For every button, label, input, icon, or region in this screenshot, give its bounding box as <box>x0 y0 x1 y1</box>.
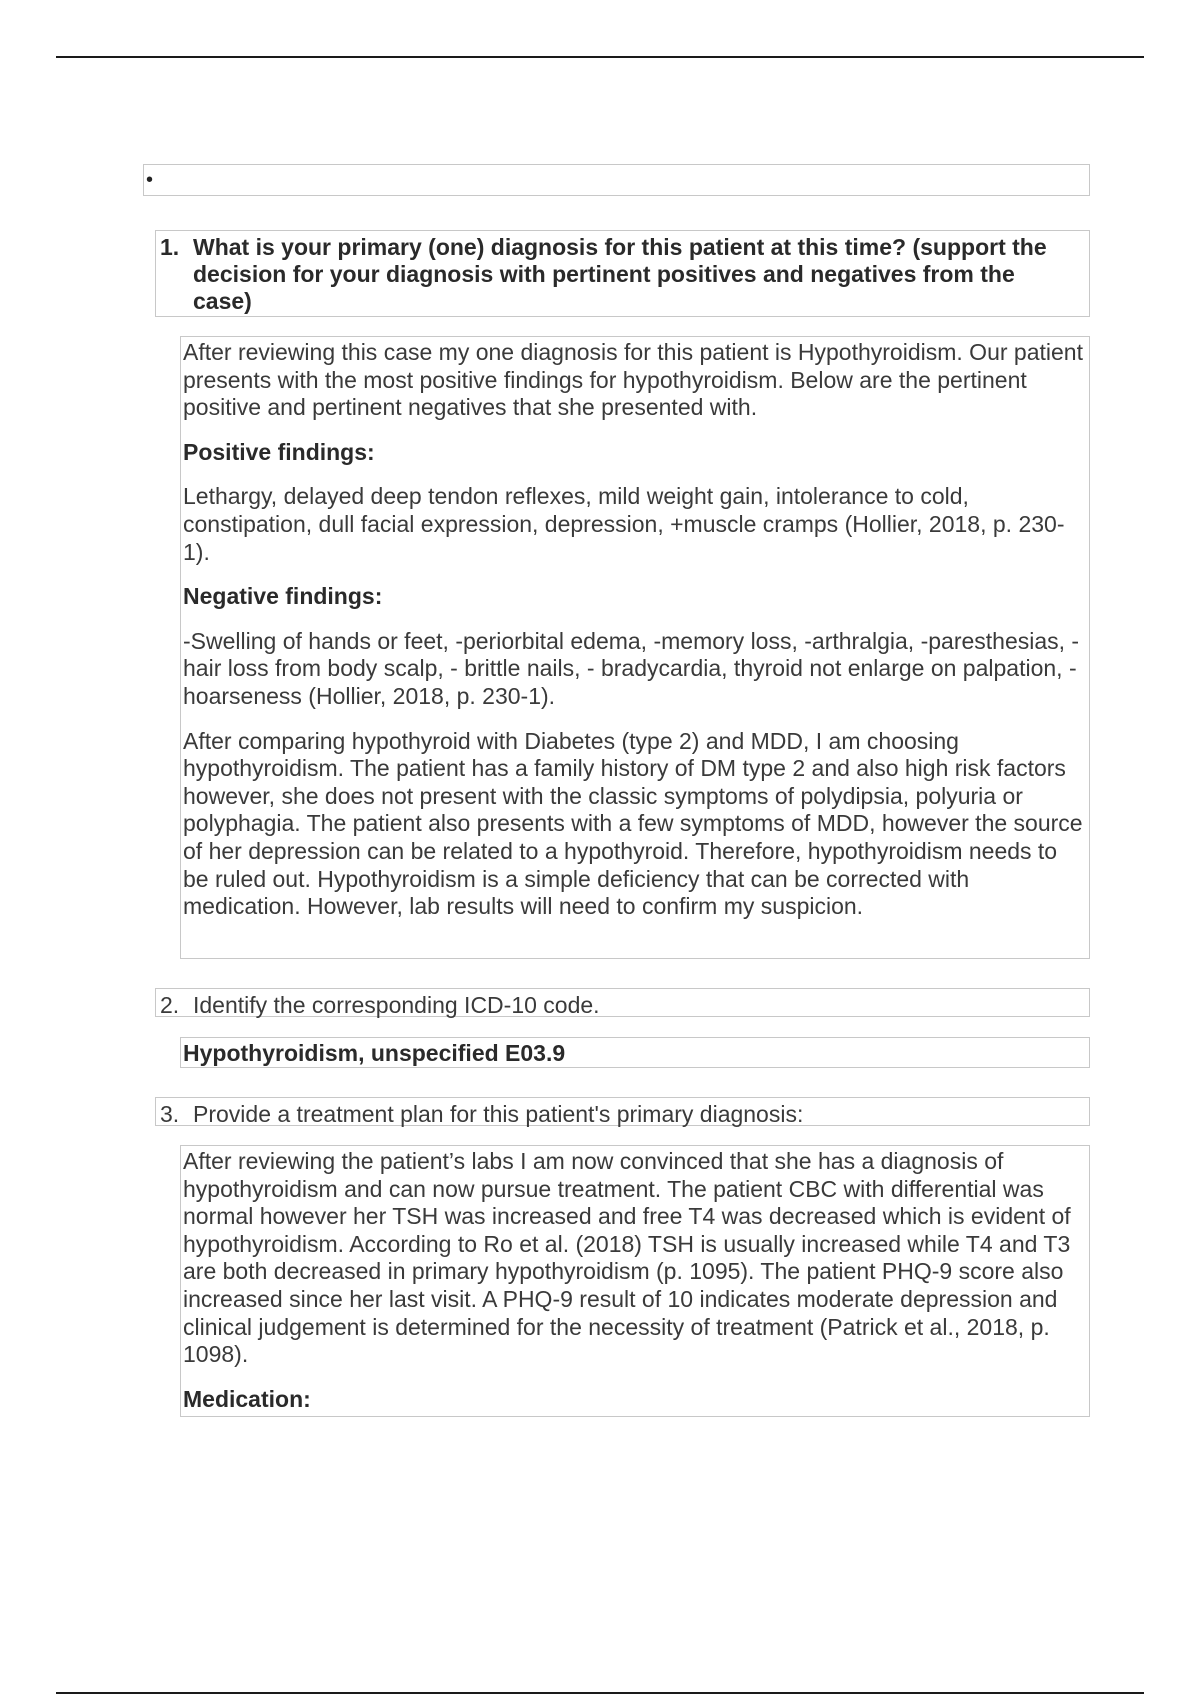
bullet-item-box <box>143 164 1090 196</box>
question-3-text: Provide a treatment plan for this patient's primary diagnosis: <box>193 1101 804 1127</box>
question-2-number: 2. <box>160 992 180 1018</box>
answer-1-intro: After reviewing this case my one diagnosis for this patient is Hypothyroidism. Our patient presents with the most positive findings for hypothyroidism. Below are the pertinent positive and pertinent negatives that she presented with. <box>183 339 1083 421</box>
question-1-text: What is your primary (one) diagnosis for this patient at this time? (support the decision for your diagnosis with pertinent positives and negatives from the case) <box>193 234 1047 314</box>
positive-findings-text: Lethargy, delayed deep tendon reflexes, mild weight gain, intolerance to cold, constipation, dull facial expression, depression, +muscle cramps (Hollier, 2018, p. 230-1). <box>183 483 1065 565</box>
question-1 <box>155 230 1090 317</box>
question-3-number: 3. <box>160 1101 180 1127</box>
footer-rule <box>56 1692 1144 1694</box>
bullet-icon: • <box>146 169 154 191</box>
answer-1 <box>180 336 1090 959</box>
header-rule <box>56 56 1144 58</box>
question-2-text: Identify the corresponding ICD-10 code. <box>193 992 600 1018</box>
answer-2 <box>180 1037 1090 1068</box>
answer-1-comparison: After comparing hypothyroid with Diabetes (type 2) and MDD, I am choosing hypothyroidism. The patient has a family history of DM type 2 and also high risk factors however, she does not present with the classic symptoms of polydipsia, polyuria or polyphagia. The patient also presents with a few symptoms of MDD, however the source of her depression can be related to a hypothyroid. Therefore, hypothyroidism needs to be ruled out. Hypothyroidism is a simple deficiency that can be corrected with medication. However, lab results will need to confirm my suspicion. <box>183 727 1083 920</box>
question-2 <box>155 988 1090 1017</box>
negative-findings-heading: Negative findings: <box>183 583 383 610</box>
answer-3-labs: After reviewing the patient’s labs I am now convinced that she has a diagnosis of hypothyroidism and can now pursue treatment. The patient CBC with differential was normal however her TSH was increased and free T4 was decreased which is evident of hypothyroidism. According to Ro et al. (2018) TSH is usually increased while T4 and T3 are both decreased in primary hypothyroidism (p. 1095). The patient PHQ-9 score also increased since her last visit. A PHQ-9 result of 10 indicates moderate depression and clinical judgement is determined for the necessity of treatment (Patrick et al., 2018, p. 1098). <box>183 1148 1071 1368</box>
answer-3 <box>180 1145 1090 1417</box>
question-3 <box>155 1097 1090 1126</box>
question-1-number: 1. <box>160 234 180 260</box>
positive-findings-heading: Positive findings: <box>183 438 375 465</box>
negative-findings-text: -Swelling of hands or feet, -periorbital edema, -memory loss, -arthralgia, -paresthesias, - hair loss from body scalp, - brittle nails, - bradycardia, thyroid not enlarge on palpation, - hoarseness (Hollier, 2018, p. 230-1). <box>183 627 1080 709</box>
icd-10-code: Hypothyroidism, unspecified E03.9 <box>183 1040 566 1066</box>
medication-heading: Medication: <box>183 1385 311 1412</box>
